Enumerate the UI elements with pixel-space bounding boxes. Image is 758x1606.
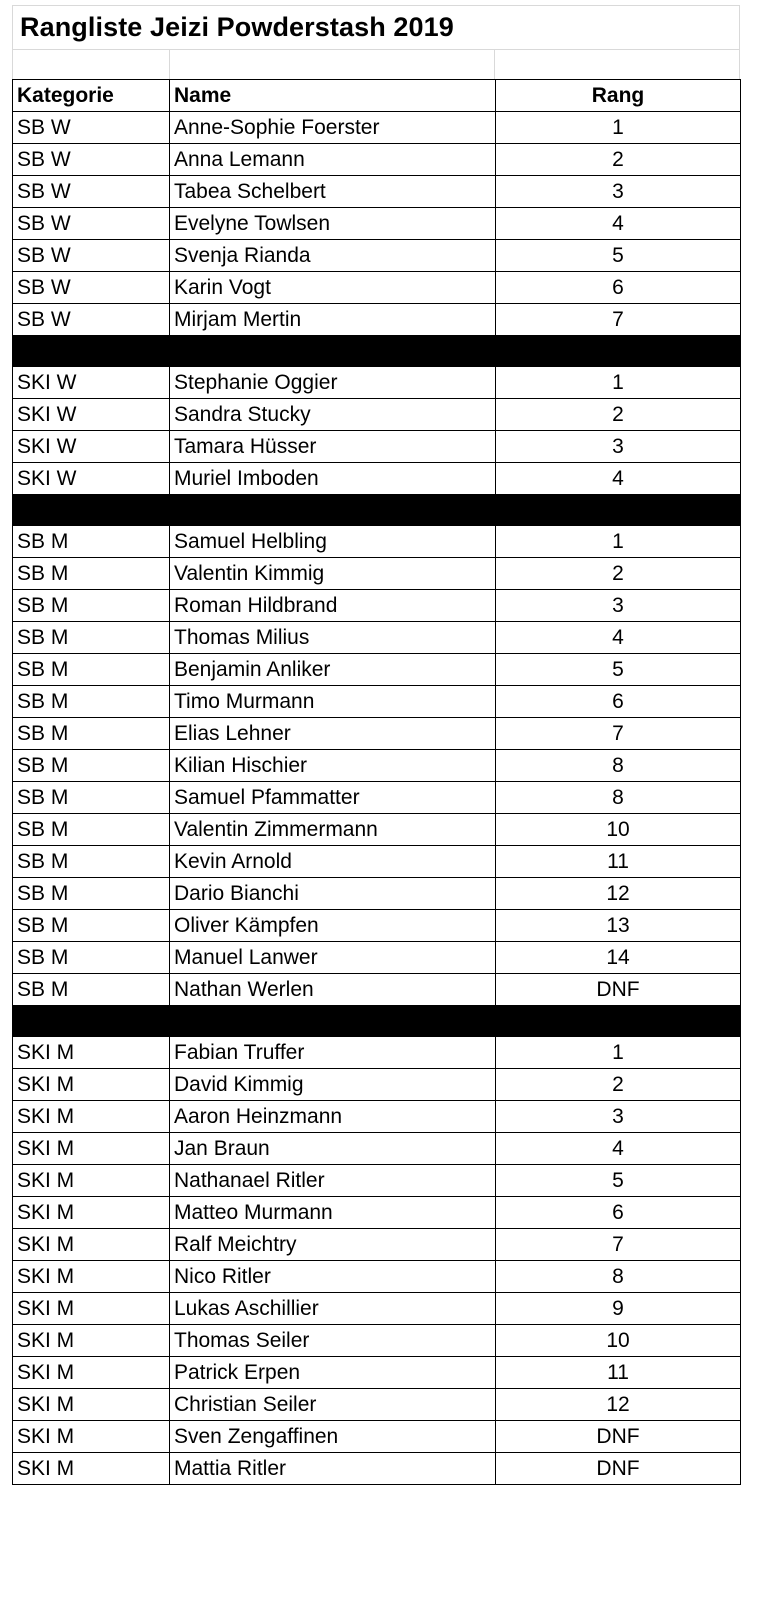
name-cell[interactable]: Kilian Hischier bbox=[170, 750, 496, 782]
name-cell[interactable]: Tamara Hüsser bbox=[170, 431, 496, 463]
table-row bbox=[13, 1133, 741, 1165]
separator-cell[interactable] bbox=[13, 495, 170, 526]
category-cell[interactable]: SB W bbox=[13, 176, 170, 208]
table-row bbox=[13, 1421, 741, 1453]
category-cell[interactable]: SB M bbox=[13, 782, 170, 814]
category-cell[interactable]: SB W bbox=[13, 240, 170, 272]
name-cell[interactable]: Nathanael Ritler bbox=[170, 1165, 496, 1197]
separator-cell[interactable] bbox=[170, 495, 496, 526]
rank-cell[interactable]: 1 bbox=[496, 367, 741, 399]
name-cell[interactable]: Manuel Lanwer bbox=[170, 942, 496, 974]
name-cell[interactable]: Thomas Seiler bbox=[170, 1325, 496, 1357]
table-row bbox=[13, 654, 741, 686]
rank-cell[interactable]: 3 bbox=[496, 176, 741, 208]
rank-cell[interactable]: DNF bbox=[496, 1421, 741, 1453]
category-cell[interactable]: SB M bbox=[13, 558, 170, 590]
table-row bbox=[13, 240, 741, 272]
table-row bbox=[13, 1357, 741, 1389]
rank-cell[interactable]: 8 bbox=[496, 782, 741, 814]
rank-cell[interactable]: 10 bbox=[496, 814, 741, 846]
name-cell[interactable]: Roman Hildbrand bbox=[170, 590, 496, 622]
name-cell[interactable]: Fabian Truffer bbox=[170, 1037, 496, 1069]
table-row bbox=[13, 1197, 741, 1229]
spreadsheet bbox=[12, 5, 740, 1485]
table-row bbox=[13, 1325, 741, 1357]
table-row bbox=[13, 272, 741, 304]
name-cell[interactable]: Evelyne Towlsen bbox=[170, 208, 496, 240]
table-row bbox=[13, 878, 741, 910]
separator-cell[interactable] bbox=[13, 1006, 170, 1037]
table-row bbox=[13, 1453, 741, 1485]
rank-cell[interactable]: 12 bbox=[496, 878, 741, 910]
blank-row bbox=[12, 49, 740, 79]
rank-cell[interactable]: 4 bbox=[496, 622, 741, 654]
separator-cell[interactable] bbox=[496, 495, 741, 526]
table-row bbox=[13, 558, 741, 590]
name-cell[interactable]: Muriel Imboden bbox=[170, 463, 496, 495]
table-row bbox=[13, 622, 741, 654]
name-cell[interactable]: Anna Lemann bbox=[170, 144, 496, 176]
rank-cell[interactable]: 8 bbox=[496, 750, 741, 782]
name-cell[interactable]: Valentin Zimmermann bbox=[170, 814, 496, 846]
rank-cell[interactable]: 14 bbox=[496, 942, 741, 974]
category-cell[interactable]: SKI M bbox=[13, 1325, 170, 1357]
rank-cell[interactable]: 6 bbox=[496, 272, 741, 304]
title-row bbox=[12, 5, 740, 49]
rank-cell[interactable]: 7 bbox=[496, 1229, 741, 1261]
name-cell[interactable]: Samuel Pfammatter bbox=[170, 782, 496, 814]
category-cell[interactable]: SKI M bbox=[13, 1293, 170, 1325]
category-cell[interactable]: SKI M bbox=[13, 1133, 170, 1165]
category-cell[interactable]: SB M bbox=[13, 590, 170, 622]
rank-cell[interactable]: 7 bbox=[496, 304, 741, 336]
name-cell[interactable]: Ralf Meichtry bbox=[170, 1229, 496, 1261]
name-cell[interactable]: Lukas Aschillier bbox=[170, 1293, 496, 1325]
table-row bbox=[13, 526, 741, 558]
table-row bbox=[13, 1261, 741, 1293]
category-cell[interactable]: SB M bbox=[13, 942, 170, 974]
blank-cell[interactable] bbox=[495, 50, 739, 79]
category-cell[interactable]: SB M bbox=[13, 846, 170, 878]
category-cell[interactable]: SKI M bbox=[13, 1453, 170, 1485]
name-cell[interactable]: David Kimmig bbox=[170, 1069, 496, 1101]
results-table bbox=[12, 79, 741, 1485]
name-cell[interactable]: Stephanie Oggier bbox=[170, 367, 496, 399]
name-cell[interactable]: Anne-Sophie Foerster bbox=[170, 112, 496, 144]
name-cell[interactable]: Thomas Milius bbox=[170, 622, 496, 654]
group-separator-row bbox=[13, 1006, 741, 1037]
name-cell[interactable]: Benjamin Anliker bbox=[170, 654, 496, 686]
name-cell[interactable]: Sandra Stucky bbox=[170, 399, 496, 431]
category-cell[interactable]: SB W bbox=[13, 304, 170, 336]
header-name[interactable]: Name bbox=[170, 80, 496, 112]
category-cell[interactable]: SB M bbox=[13, 718, 170, 750]
table-row bbox=[13, 176, 741, 208]
rank-cell[interactable]: 13 bbox=[496, 910, 741, 942]
rank-cell[interactable]: 1 bbox=[496, 526, 741, 558]
name-cell[interactable]: Elias Lehner bbox=[170, 718, 496, 750]
separator-cell[interactable] bbox=[496, 1006, 741, 1037]
table-row bbox=[13, 1165, 741, 1197]
header-category[interactable]: Kategorie bbox=[13, 80, 170, 112]
table-row bbox=[13, 590, 741, 622]
rank-cell[interactable]: 5 bbox=[496, 654, 741, 686]
separator-cell[interactable] bbox=[496, 336, 741, 367]
category-cell[interactable]: SKI W bbox=[13, 399, 170, 431]
rank-cell[interactable]: 11 bbox=[496, 846, 741, 878]
table-row bbox=[13, 399, 741, 431]
rank-cell[interactable]: 12 bbox=[496, 1389, 741, 1421]
category-cell[interactable]: SB M bbox=[13, 878, 170, 910]
header-rank[interactable]: Rang bbox=[496, 80, 741, 112]
name-cell[interactable]: Dario Bianchi bbox=[170, 878, 496, 910]
name-cell[interactable]: Kevin Arnold bbox=[170, 846, 496, 878]
group-separator-row bbox=[13, 495, 741, 526]
table-row bbox=[13, 782, 741, 814]
rank-cell[interactable]: 5 bbox=[496, 240, 741, 272]
table-row bbox=[13, 1389, 741, 1421]
table-row bbox=[13, 304, 741, 336]
table-row bbox=[13, 463, 741, 495]
rank-cell[interactable]: 8 bbox=[496, 1261, 741, 1293]
category-cell[interactable]: SKI M bbox=[13, 1037, 170, 1069]
rank-cell[interactable]: 11 bbox=[496, 1357, 741, 1389]
category-cell[interactable]: SB M bbox=[13, 686, 170, 718]
table-row bbox=[13, 910, 741, 942]
rank-cell[interactable]: 2 bbox=[496, 144, 741, 176]
table-row bbox=[13, 1293, 741, 1325]
category-cell[interactable]: SKI W bbox=[13, 431, 170, 463]
rank-cell[interactable]: DNF bbox=[496, 1453, 741, 1485]
category-cell[interactable]: SKI M bbox=[13, 1165, 170, 1197]
table-row bbox=[13, 367, 741, 399]
rank-cell[interactable]: 2 bbox=[496, 399, 741, 431]
rank-cell[interactable]: 3 bbox=[496, 431, 741, 463]
table-row bbox=[13, 1069, 741, 1101]
header-row bbox=[13, 80, 741, 112]
blank-cell[interactable] bbox=[13, 50, 170, 79]
separator-cell[interactable] bbox=[13, 336, 170, 367]
category-cell[interactable]: SKI M bbox=[13, 1101, 170, 1133]
rank-cell[interactable]: 9 bbox=[496, 1293, 741, 1325]
category-cell[interactable]: SKI M bbox=[13, 1069, 170, 1101]
category-cell[interactable]: SKI M bbox=[13, 1261, 170, 1293]
separator-cell[interactable] bbox=[170, 336, 496, 367]
name-cell[interactable]: Sven Zengaffinen bbox=[170, 1421, 496, 1453]
name-cell[interactable]: Matteo Murmann bbox=[170, 1197, 496, 1229]
rank-cell[interactable]: 6 bbox=[496, 1197, 741, 1229]
name-cell[interactable]: Patrick Erpen bbox=[170, 1357, 496, 1389]
rank-cell[interactable]: 1 bbox=[496, 112, 741, 144]
rank-cell[interactable]: 7 bbox=[496, 718, 741, 750]
name-cell[interactable]: Oliver Kämpfen bbox=[170, 910, 496, 942]
separator-cell[interactable] bbox=[170, 1006, 496, 1037]
table-row bbox=[13, 686, 741, 718]
category-cell[interactable]: SB M bbox=[13, 526, 170, 558]
rank-cell[interactable]: 3 bbox=[496, 590, 741, 622]
rank-cell[interactable]: 6 bbox=[496, 686, 741, 718]
group-separator-row bbox=[13, 336, 741, 367]
rank-cell[interactable]: 4 bbox=[496, 1133, 741, 1165]
category-cell[interactable]: SKI M bbox=[13, 1197, 170, 1229]
category-cell[interactable]: SB M bbox=[13, 750, 170, 782]
table-row bbox=[13, 1229, 741, 1261]
category-cell[interactable]: SB M bbox=[13, 910, 170, 942]
rank-cell[interactable]: DNF bbox=[496, 974, 741, 1006]
table-row bbox=[13, 1037, 741, 1069]
category-cell[interactable]: SKI M bbox=[13, 1421, 170, 1453]
rank-cell[interactable]: 1 bbox=[496, 1037, 741, 1069]
table-row bbox=[13, 144, 741, 176]
name-cell[interactable]: Timo Murmann bbox=[170, 686, 496, 718]
table-row bbox=[13, 846, 741, 878]
category-cell[interactable]: SB M bbox=[13, 622, 170, 654]
table-row bbox=[13, 1101, 741, 1133]
name-cell[interactable]: Svenja Rianda bbox=[170, 240, 496, 272]
rank-cell[interactable]: 5 bbox=[496, 1165, 741, 1197]
rank-cell[interactable]: 4 bbox=[496, 463, 741, 495]
category-cell[interactable]: SB W bbox=[13, 272, 170, 304]
table-row bbox=[13, 112, 741, 144]
name-cell[interactable]: Christian Seiler bbox=[170, 1389, 496, 1421]
table-row bbox=[13, 974, 741, 1006]
category-cell[interactable]: SB M bbox=[13, 654, 170, 686]
table-row bbox=[13, 750, 741, 782]
name-cell[interactable]: Samuel Helbling bbox=[170, 526, 496, 558]
category-cell[interactable]: SKI M bbox=[13, 1229, 170, 1261]
table-row bbox=[13, 718, 741, 750]
table-row bbox=[13, 208, 741, 240]
name-cell[interactable]: Mattia Ritler bbox=[170, 1453, 496, 1485]
table-row bbox=[13, 431, 741, 463]
category-cell[interactable]: SB W bbox=[13, 112, 170, 144]
blank-cell[interactable] bbox=[170, 50, 495, 79]
name-cell[interactable]: Nathan Werlen bbox=[170, 974, 496, 1006]
category-cell[interactable]: SKI M bbox=[13, 1389, 170, 1421]
name-cell[interactable]: Karin Vogt bbox=[170, 272, 496, 304]
rank-cell[interactable]: 10 bbox=[496, 1325, 741, 1357]
category-cell[interactable]: SB W bbox=[13, 144, 170, 176]
category-cell[interactable]: SKI W bbox=[13, 463, 170, 495]
category-cell[interactable]: SB M bbox=[13, 814, 170, 846]
name-cell[interactable]: Valentin Kimmig bbox=[170, 558, 496, 590]
name-cell[interactable]: Nico Ritler bbox=[170, 1261, 496, 1293]
category-cell[interactable]: SB M bbox=[13, 974, 170, 1006]
category-cell[interactable]: SKI W bbox=[13, 367, 170, 399]
category-cell[interactable]: SKI M bbox=[13, 1357, 170, 1389]
name-cell[interactable]: Jan Braun bbox=[170, 1133, 496, 1165]
page-title: Rangliste Jeizi Powderstash 2019 bbox=[20, 12, 454, 42]
name-cell[interactable]: Mirjam Mertin bbox=[170, 304, 496, 336]
rank-cell[interactable]: 4 bbox=[496, 208, 741, 240]
name-cell[interactable]: Aaron Heinzmann bbox=[170, 1101, 496, 1133]
table-row bbox=[13, 942, 741, 974]
table-row bbox=[13, 814, 741, 846]
rank-cell[interactable]: 2 bbox=[496, 558, 741, 590]
rank-cell[interactable]: 2 bbox=[496, 1069, 741, 1101]
name-cell[interactable]: Tabea Schelbert bbox=[170, 176, 496, 208]
category-cell[interactable]: SB W bbox=[13, 208, 170, 240]
rank-cell[interactable]: 3 bbox=[496, 1101, 741, 1133]
